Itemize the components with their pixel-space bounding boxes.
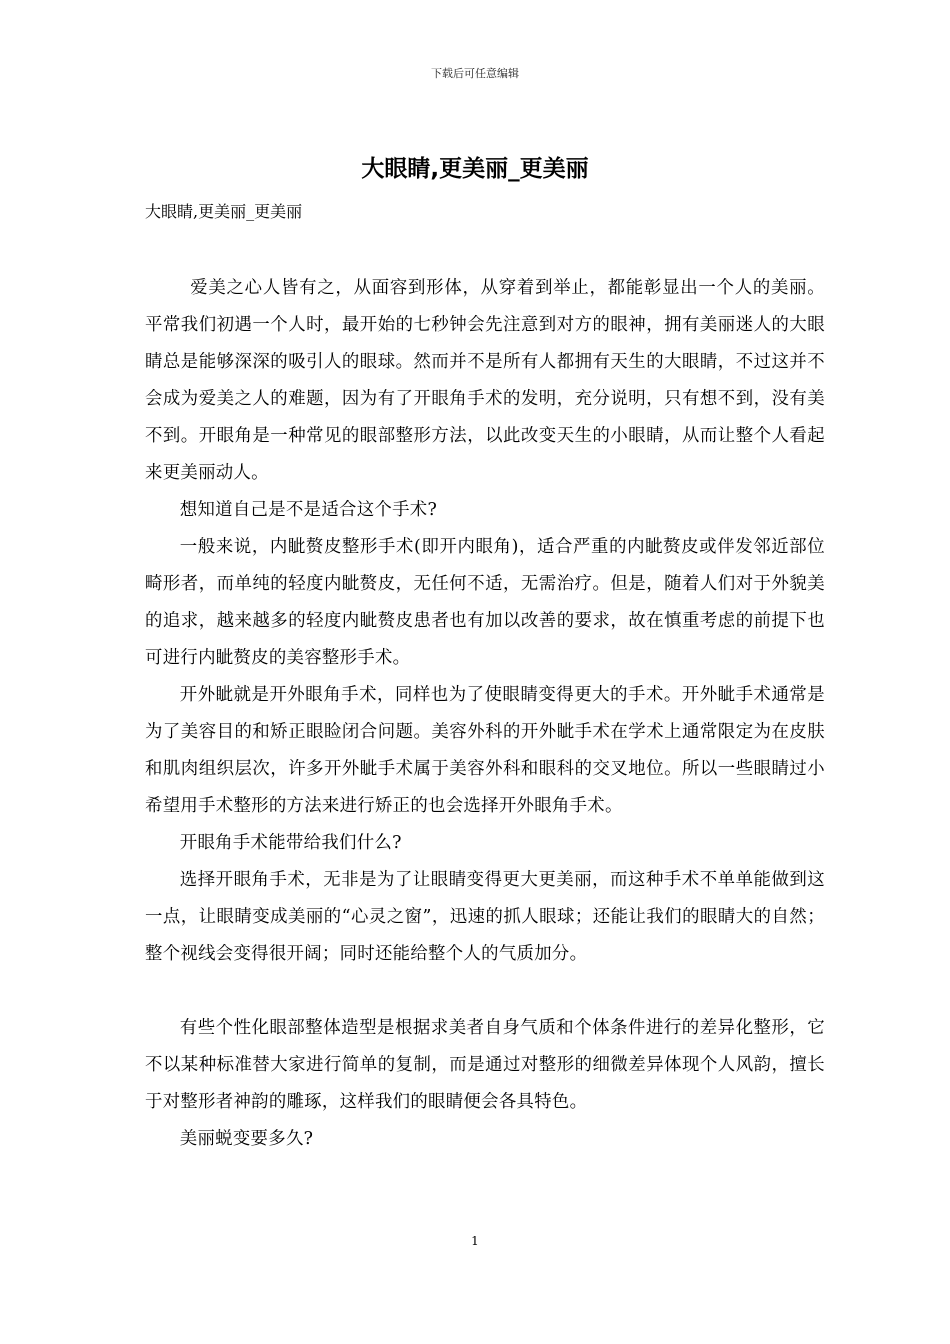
page-number: 1 (471, 1234, 479, 1248)
paragraph-intro: 爱美之心人皆有之，从面容到形体，从穿着到举止，都能彰显出一个人的美丽。平常我们初遇一个人时，最开始的七秒钟会先注意到对方的眼神，拥有美丽迷人的大眼睛总是能够深深的吸引人的眼球。然而并不是所有人都拥有天生的大眼睛，不过这并不会成为爱美之人的难题，因为有了开眼角手术的发明，充分说明，只有想不到，没有美不到。开眼角是一种常见的眼部整形方法，以此改变天生的小眼睛，从而让整个人看起来更美丽动人。 (145, 278, 825, 483)
header-note: 下载后可任意编辑 (431, 67, 519, 80)
document-subtitle: 大眼睛,更美丽_更美丽 (145, 202, 303, 221)
paragraph-outer-canthus: 开外眦就是开外眼角手术，同样也为了使眼睛变得更大的手术。开外眦手术通常是为了美容目的和矫正眼睑闭合问题。美容外科的开外眦手术在学术上通常限定为在皮肤和肌肉组织层次，许多开外眦手术属于美容外科和眼科的交叉地位。所以一些眼睛过小希望用手术整形的方法来进行矫正的也会选择开外眼角手术。 (145, 685, 825, 816)
paragraph-benefits: 选择开眼角手术，无非是为了让眼睛变得更大更美丽，而这种手术不单单能做到这一点，让眼睛变成美丽的“心灵之窗”，迅速的抓人眼球；还能让我们的眼睛大的自然；整个视线会变得很开阔；同时还能给整个人的气质加分。 (145, 870, 825, 964)
paragraph-inner-canthus: 一般来说，内眦赘皮整形手术(即开内眼角)，适合严重的内眦赘皮或伴发邻近部位畸形者，而单纯的轻度内眦赘皮，无任何不适，无需治疗。但是，随着人们对于外貌美的追求，越来越多的轻度内眦赘皮患者也有加以改善的要求，故在慎重考虑的前提下也可进行内眦赘皮的美容整形手术。 (145, 537, 825, 668)
paragraph-personalized: 有些个性化眼部整体造型是根据求美者自身气质和个体条件进行的差异化整形，它不以某种标准替大家进行简单的复制，而是通过对整形的细微差异体现个人风韵，擅长于对整形者神韵的雕琢，这样我们的眼睛便会各具特色。 (145, 1018, 825, 1112)
question-suitability: 想知道自己是不是适合这个手术? (179, 500, 438, 520)
document-title: 大眼睛,更美丽_更美丽 (361, 156, 589, 182)
question-duration: 美丽蜕变要多久? (179, 1129, 314, 1149)
paragraph-spacer (145, 973, 825, 1010)
question-benefits: 开眼角手术能带给我们什么? (179, 833, 402, 853)
document-body (145, 270, 825, 1158)
